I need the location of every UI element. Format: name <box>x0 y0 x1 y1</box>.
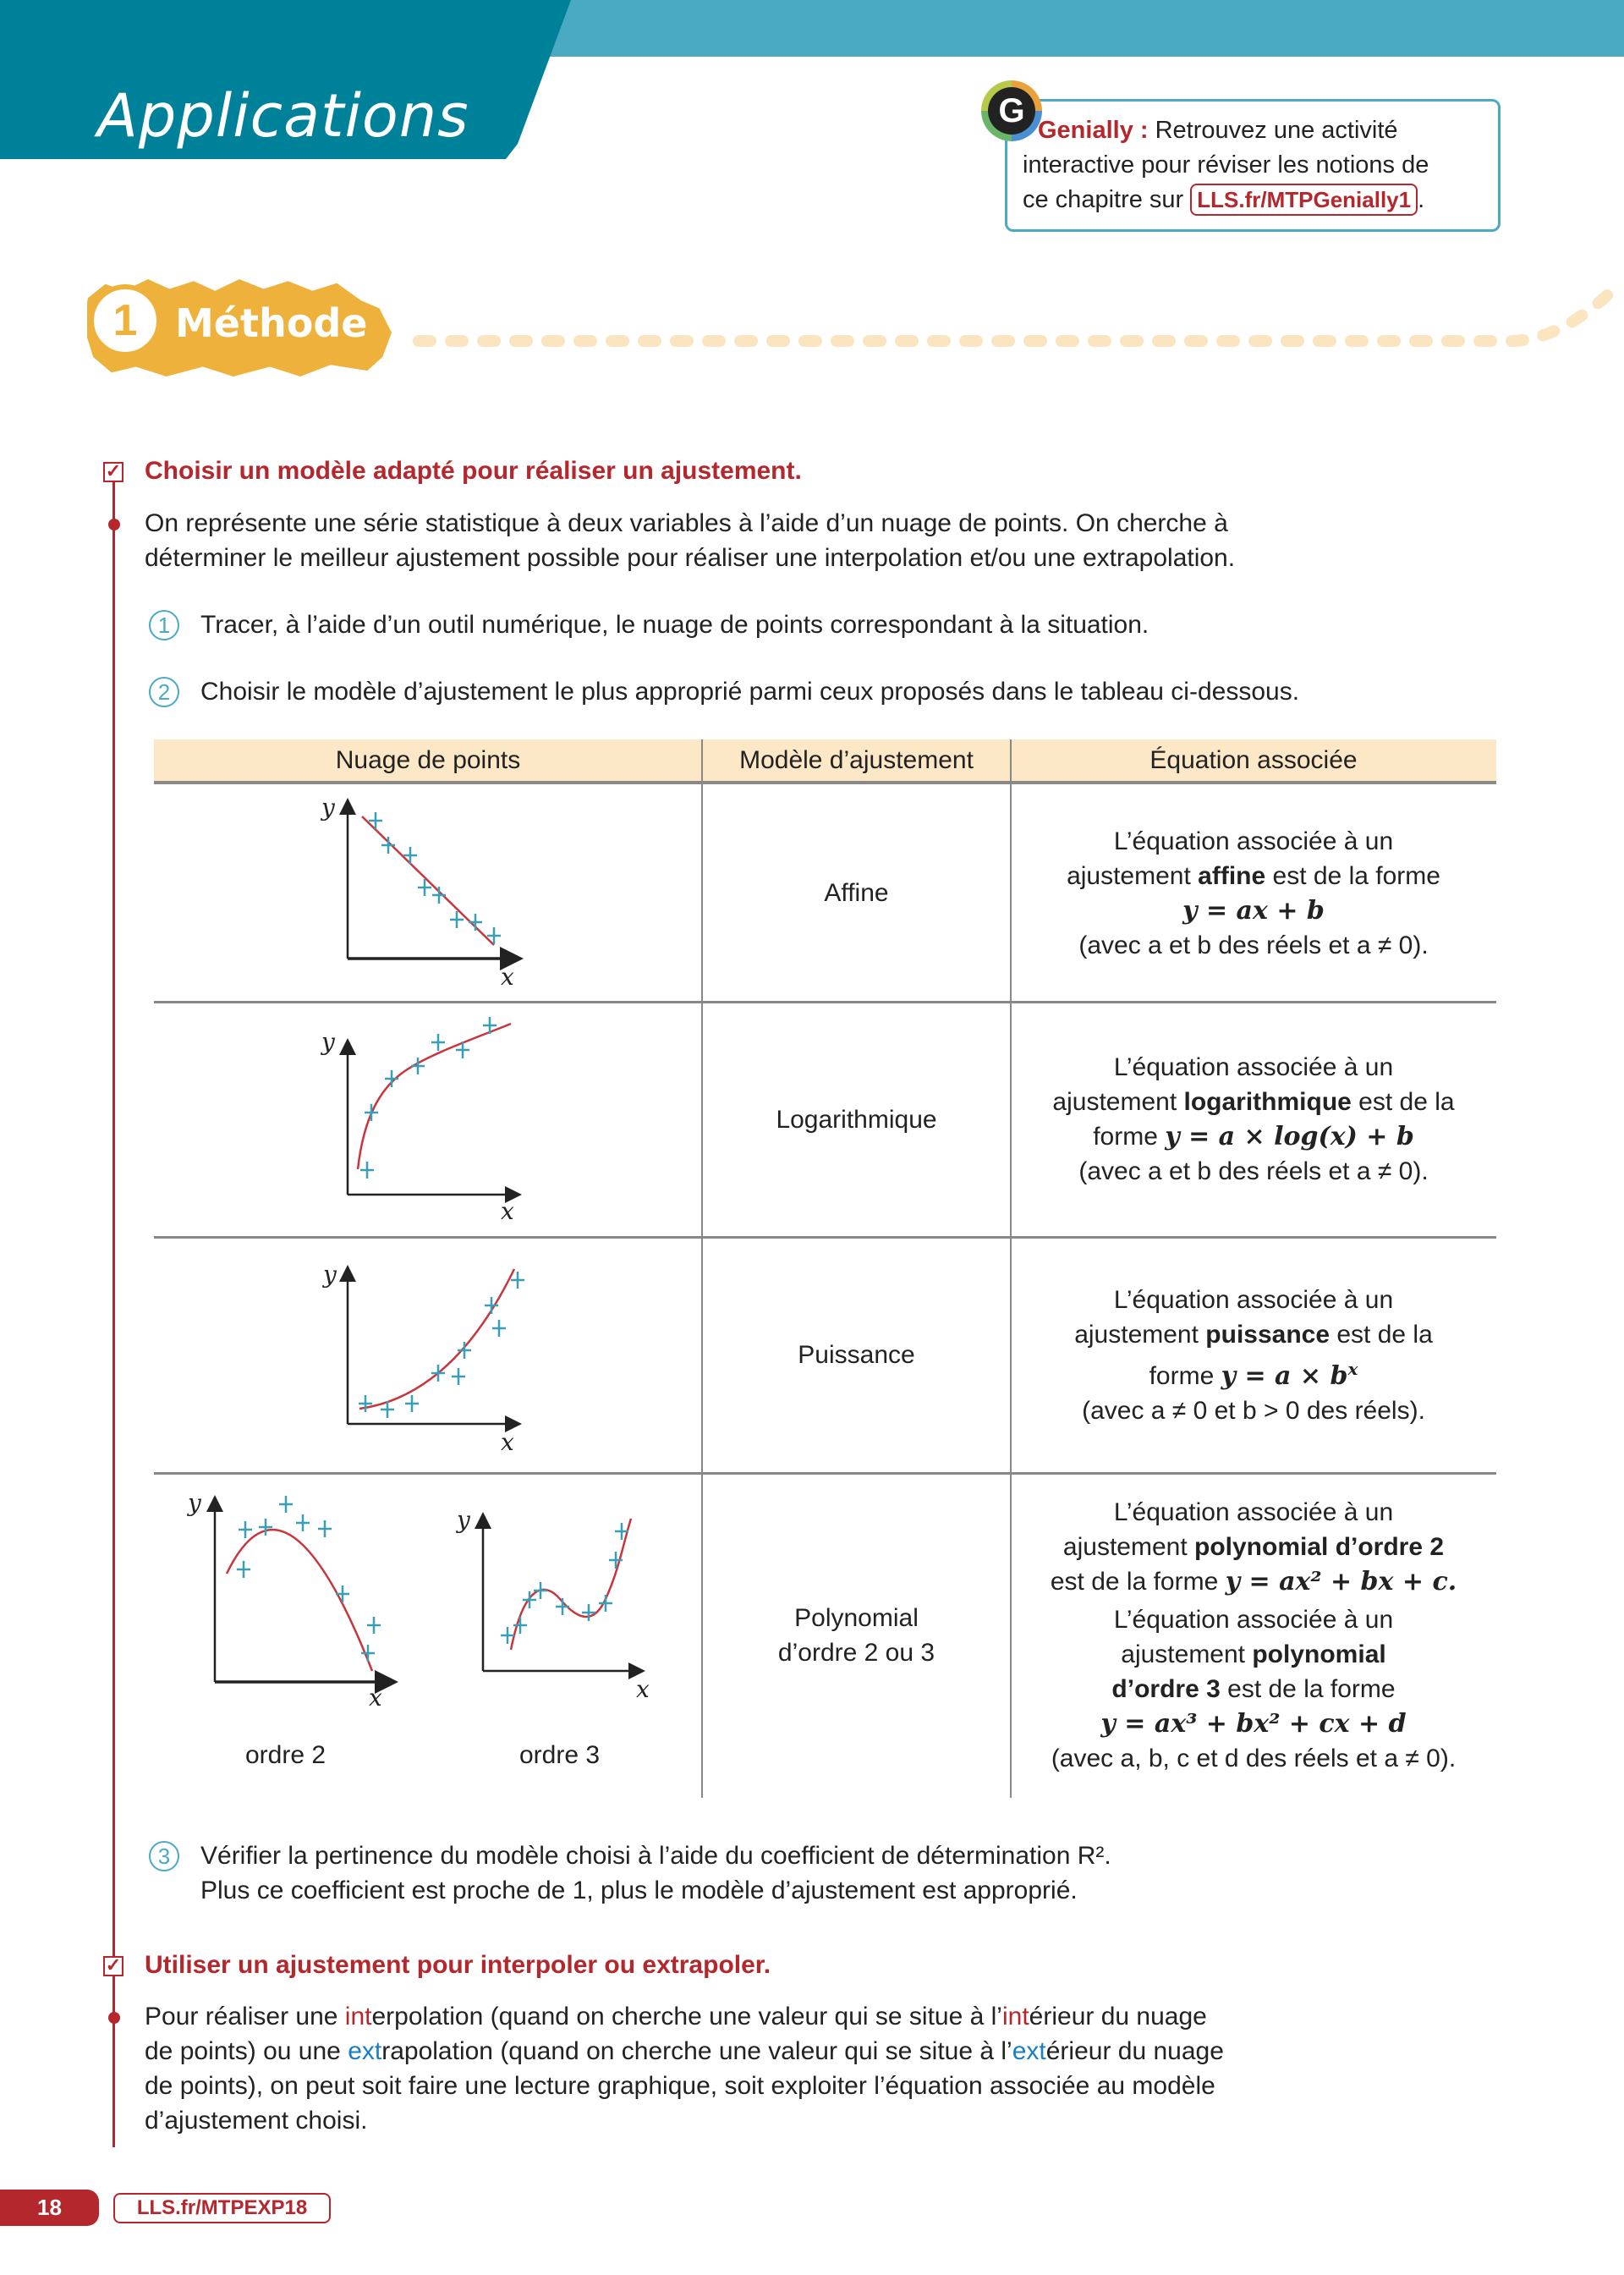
paragraph-line <box>145 1999 1207 2034</box>
eq-text: L’équation associée à un <box>1113 1498 1394 1526</box>
text: erpolation (quand on cherche une valeur qui se situe à l’ <box>371 2003 1002 2030</box>
eq-formula: y = ax + b <box>1182 895 1325 926</box>
eq-text: est de la forme <box>1220 1675 1396 1703</box>
y-axis-label: y <box>457 1506 470 1534</box>
plot-caption: ordre 3 <box>519 1741 601 1769</box>
y-axis-label: y <box>321 794 335 822</box>
eq-formula: y = ax² + bx + c. <box>1225 1567 1457 1596</box>
poly2-plot <box>215 1496 392 1682</box>
x-axis-label: x <box>501 1197 514 1225</box>
model-name: d’ordre 2 ou 3 <box>777 1639 935 1667</box>
eq-text: est de la forme <box>1265 861 1440 890</box>
plot-caption: ordre 2 <box>245 1741 326 1769</box>
eq-text: L’équation associée à un <box>1113 1053 1394 1081</box>
model-name: Affine <box>824 879 889 907</box>
text: érieur du nuage <box>1029 2003 1207 2030</box>
model-name: Puissance <box>798 1341 915 1369</box>
bullet-icon <box>108 2012 120 2024</box>
table-header: Modèle d’ajustement <box>702 739 1011 784</box>
step-text: Vérifier la pertinence du modèle choisi à l’aide du coefficient de détermination R². <box>200 1842 1111 1870</box>
genially-logo-letter: G <box>988 87 1035 135</box>
eq-exponent: x <box>1347 1358 1358 1379</box>
text: de points) ou une <box>145 2037 348 2065</box>
y-axis-label: y <box>323 1261 337 1289</box>
y-axis-label: y <box>321 1028 335 1056</box>
eq-text: ajustement <box>1074 1320 1206 1349</box>
paragraph-line <box>145 2034 1224 2069</box>
genially-text: . <box>1418 186 1425 213</box>
eq-model-bold: d’ordre 3 <box>1111 1675 1221 1703</box>
model-name: Logarithmique <box>776 1105 937 1134</box>
poly3-plot <box>483 1516 641 1671</box>
genially-text: Retrouvez une activité <box>1148 117 1398 144</box>
highlight-int: int <box>1001 2003 1029 2030</box>
eq-formula: y = a × log(x) + b <box>1165 1122 1414 1151</box>
checkbox-icon: ✓ <box>103 462 123 482</box>
paragraph-line: d’ajustement choisi. <box>145 2107 368 2135</box>
eq-text: ajustement <box>1052 1088 1184 1116</box>
y-axis-label: y <box>188 1489 201 1517</box>
eq-text: ajustement <box>1062 1533 1195 1561</box>
affine-plot <box>348 802 518 959</box>
highlight-ext: ext <box>1012 2037 1046 2065</box>
step-text: Tracer, à l’aide d’un outil numérique, le nuage de points correspondant à la situation. <box>200 611 1149 639</box>
genially-text: interactive pour réviser les notions de <box>1023 151 1429 179</box>
eq-model-bold: affine <box>1198 861 1266 890</box>
eq-model-bold: polynomial <box>1252 1640 1386 1668</box>
eq-text: (avec a ≠ 0 et b > 0 des réels). <box>1082 1396 1425 1425</box>
eq-model-bold: polynomial d’ordre 2 <box>1194 1533 1445 1561</box>
eq-text: est de la <box>1351 1088 1455 1116</box>
eq-text: est de la forme <box>1050 1568 1226 1596</box>
section-heading: Choisir un modèle adapté pour réaliser un ajustement. <box>145 457 802 485</box>
method-number: 1 <box>89 284 162 357</box>
genially-text: ce chapitre sur <box>1023 186 1191 213</box>
step-number-icon: 1 <box>149 610 179 640</box>
step-text: Choisir le modèle d’ajustement le plus approprié parmi ceux proposés dans le tableau ci-dessous. <box>200 678 1300 706</box>
eq-formula: y = a × b <box>1221 1360 1348 1391</box>
eq-text: L’équation associée à un <box>1113 1285 1394 1314</box>
step-number-icon: 3 <box>149 1841 179 1871</box>
x-axis-label: x <box>501 963 514 991</box>
eq-text: forme <box>1093 1123 1166 1151</box>
text: Pour réaliser une <box>145 2003 345 2030</box>
eq-text: est de la <box>1330 1320 1433 1349</box>
genially-label: Genially : <box>1038 117 1149 144</box>
eq-text: (avec a et b des réels et a ≠ 0). <box>1078 1157 1429 1185</box>
table-header: Équation associée <box>1011 739 1496 784</box>
power-plot <box>348 1269 524 1424</box>
paragraph-line: On représente une série statistique à deux variables à l’aide d’un nuage de points. On cherche à <box>145 509 1228 537</box>
eq-text: (avec a, b, c et d des réels et a ≠ 0). <box>1051 1745 1457 1772</box>
page-title: Applications <box>97 81 469 151</box>
step-text: Plus ce coefficient est proche de 1, plus le modèle d’ajustement est approprié. <box>200 1877 1078 1904</box>
eq-text: L’équation associée à un <box>1113 827 1394 855</box>
genially-link[interactable]: LLS.fr/MTPGenially1 <box>1190 184 1418 216</box>
eq-text: (avec a et b des réels et a ≠ 0). <box>1078 931 1429 959</box>
eq-model-bold: logarithmique <box>1183 1088 1352 1116</box>
eq-text: ajustement <box>1121 1640 1253 1668</box>
log-plot <box>348 1017 518 1195</box>
footer-link[interactable]: LLS.fr/MTPEXP18 <box>113 2193 331 2223</box>
model-name: Polynomial <box>794 1604 919 1632</box>
eq-text: ajustement <box>1067 861 1199 890</box>
paragraph-line: de points), on peut soit faire une lecture graphique, soit exploiter l’équation associée au modèle <box>145 2072 1215 2100</box>
checkbox-icon: ✓ <box>103 1956 123 1976</box>
eq-formula: y = ax³ + bx² + cx + d <box>1100 1709 1407 1739</box>
text: érieur du nuage <box>1045 2037 1224 2065</box>
eq-text: forme <box>1149 1361 1221 1390</box>
eq-model-bold: puissance <box>1205 1320 1330 1349</box>
x-axis-label: x <box>501 1428 514 1456</box>
x-axis-label: x <box>369 1684 382 1712</box>
highlight-ext: ext <box>348 2037 382 2065</box>
highlight-int: int <box>344 2003 372 2030</box>
table-header: Nuage de points <box>154 739 702 784</box>
x-axis-label: x <box>636 1675 650 1703</box>
text: rapolation (quand on cherche une valeur qui se situe à l’ <box>381 2037 1012 2065</box>
page-number: 18 <box>0 2190 99 2226</box>
paragraph-line: déterminer le meilleur ajustement possible pour réaliser une interpolation et/ou une extrapolation. <box>145 544 1236 572</box>
eq-text: L’équation associée à un <box>1113 1606 1394 1634</box>
section-heading: Utiliser un ajustement pour interpoler ou extrapoler. <box>145 1951 771 1979</box>
step-number-icon: 2 <box>149 677 179 707</box>
method-label: Méthode <box>175 300 368 346</box>
